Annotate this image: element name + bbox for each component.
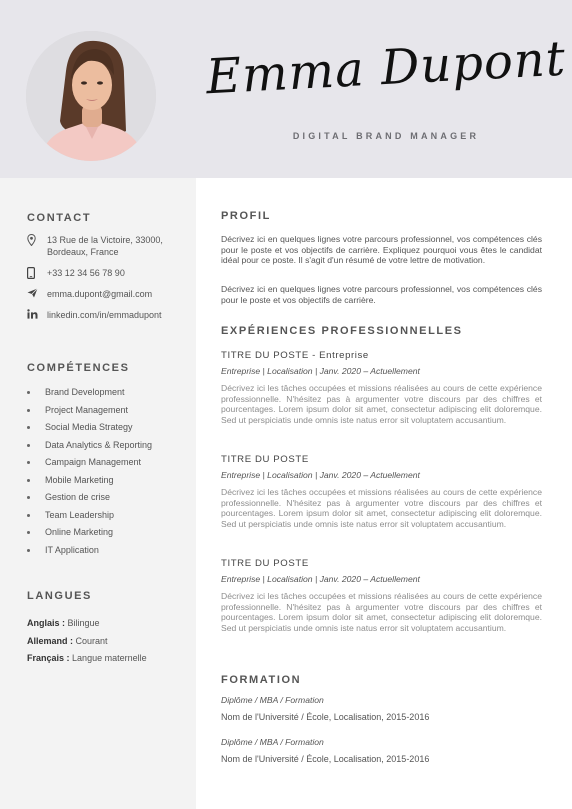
education-heading: FORMATION <box>221 674 302 686</box>
bullet-icon <box>27 514 30 517</box>
linkedin-icon <box>27 309 47 319</box>
skills-list <box>27 384 152 559</box>
location-pin-icon <box>27 234 47 246</box>
contact-linkedin-text[interactable]: linkedin.com/in/emmadupont <box>47 310 162 320</box>
contact-phone <box>27 267 187 279</box>
experience-job-title: TITRE DU POSTE <box>221 454 309 465</box>
profile-photo <box>26 31 156 161</box>
contact-address <box>27 234 187 258</box>
skills-heading: COMPÉTENCES <box>27 362 130 374</box>
language-level: Courant <box>75 635 108 646</box>
contact-heading: CONTACT <box>27 212 92 224</box>
experience-job-title: TITRE DU POSTE - Entreprise <box>221 350 369 361</box>
bullet-icon <box>27 479 30 482</box>
sidebar <box>0 178 196 809</box>
skill-label: Campaign Management <box>45 457 142 467</box>
language-item <box>27 633 147 651</box>
experience-description: Décrivez ici les tâches occupées et missions réalisées au cours de cette expérience professionnelle. N'hésitez pas à argumenter votre discours par des chiffres et pourcentages. Lorem ipsum dolor sit amet, consectetur adipiscing elit doloremque. Sed ut perspiciatis unde omnis iste natus error sit voluptatem accusantium. <box>221 591 542 633</box>
experience-job-title: TITRE DU POSTE <box>221 558 309 569</box>
contact-phone-text: +33 12 34 56 78 90 <box>47 268 125 278</box>
main-content <box>196 178 572 809</box>
contact-email[interactable] <box>27 288 187 300</box>
bullet-icon <box>27 461 30 464</box>
skill-item <box>27 454 152 472</box>
skill-label: Brand Development <box>45 387 125 397</box>
skill-label: Mobile Marketing <box>45 474 114 485</box>
experience-meta: Entreprise | Localisation | Janv. 2020 – Actuellement <box>221 574 420 584</box>
job-title: DIGITAL BRAND MANAGER <box>292 131 480 141</box>
profile-paragraph: Décrivez ici en quelques lignes votre parcours professionnel, vos compétences clés pour le poste et vos objectifs de carrière. Expliquez pourquoi vous êtes le candidat idéal pour ce poste. Il s'agit d'un résumé de votre lettre de motivation. <box>221 234 542 266</box>
language-name: Allemand : <box>27 635 74 646</box>
education-item <box>221 695 542 723</box>
skill-item <box>27 472 152 490</box>
languages-list <box>27 615 147 668</box>
skill-item <box>27 524 152 542</box>
experience-item <box>221 454 542 529</box>
language-item <box>27 650 147 668</box>
bullet-icon <box>27 391 30 394</box>
header <box>0 0 572 178</box>
languages-heading: LANGUES <box>27 590 92 602</box>
candidate-name: Emma Dupont <box>204 30 568 106</box>
skill-label: Gestion de crise <box>45 492 111 502</box>
bullet-icon <box>27 426 30 429</box>
experience-heading: EXPÉRIENCES PROFESSIONNELLES <box>221 325 463 337</box>
education-degree: Diplôme / MBA / Formation <box>221 695 324 705</box>
phone-icon <box>27 267 47 279</box>
skill-label: Project Management <box>45 404 129 415</box>
bullet-icon <box>27 496 30 499</box>
skill-label: IT Application <box>45 544 99 555</box>
experience-description: Décrivez ici les tâches occupées et missions réalisées au cours de cette expérience professionnelle. N'hésitez pas à argumenter votre discours par des chiffres et pourcentages. Lorem ipsum dolor sit amet, consectetur adipiscing elit doloremque. Sed ut perspiciatis unde omnis iste natus error sit voluptatem accusantium. <box>221 487 542 529</box>
language-name: Anglais : <box>27 618 66 628</box>
skill-item <box>27 507 152 525</box>
skill-item <box>27 402 152 420</box>
bullet-icon <box>27 549 30 552</box>
bullet-icon <box>27 409 30 412</box>
bullet-icon <box>27 531 30 534</box>
contact-email-text[interactable]: emma.dupont@gmail.com <box>47 289 153 299</box>
skill-label: Online Marketing <box>45 527 114 537</box>
education-item <box>221 737 542 765</box>
skill-item <box>27 384 152 402</box>
contact-address-text: 13 Rue de la Victoire, 33000, Bordeaux, France <box>47 235 163 257</box>
education-school: Nom de l'Université / École, Localisation, 2015-2016 <box>221 754 430 764</box>
skill-label: Team Leadership <box>45 509 115 520</box>
language-level: Bilingue <box>67 618 100 628</box>
skill-item <box>27 542 152 560</box>
contact-linkedin[interactable] <box>27 309 187 321</box>
education-degree: Diplôme / MBA / Formation <box>221 737 324 747</box>
language-item <box>27 615 147 633</box>
profile-heading: PROFIL <box>221 210 271 222</box>
experience-meta: Entreprise | Localisation | Janv. 2020 – Actuellement <box>221 470 420 480</box>
language-level: Langue maternelle <box>72 653 147 663</box>
experience-item <box>221 558 542 633</box>
contact-list <box>27 234 187 330</box>
portrait-image <box>26 31 156 161</box>
language-name: Français : <box>27 653 70 663</box>
skill-item <box>27 419 152 437</box>
education-school: Nom de l'Université / École, Localisation, 2015-2016 <box>221 712 430 722</box>
experience-description: Décrivez ici les tâches occupées et missions réalisées au cours de cette expérience professionnelle. N'hésitez pas à argumenter votre discours par des chiffres et pourcentages. Lorem ipsum dolor sit amet, consectetur adipiscing elit doloremque. Sed ut perspiciatis unde omnis iste natus error sit voluptatem accusantium. <box>221 383 542 425</box>
skill-label: Social Media Strategy <box>45 422 133 432</box>
profile-paragraph: Décrivez ici en quelques lignes votre parcours professionnel, vos compétences clés pour le poste et vos objectifs de carrière. <box>221 284 542 305</box>
paper-plane-icon <box>27 288 47 298</box>
experience-item <box>221 350 542 425</box>
skill-label: Data Analytics & Reporting <box>45 439 153 450</box>
experience-meta: Entreprise | Localisation | Janv. 2020 – Actuellement <box>221 366 420 376</box>
skill-item <box>27 489 152 507</box>
skill-item <box>27 437 152 455</box>
bullet-icon <box>27 444 30 447</box>
